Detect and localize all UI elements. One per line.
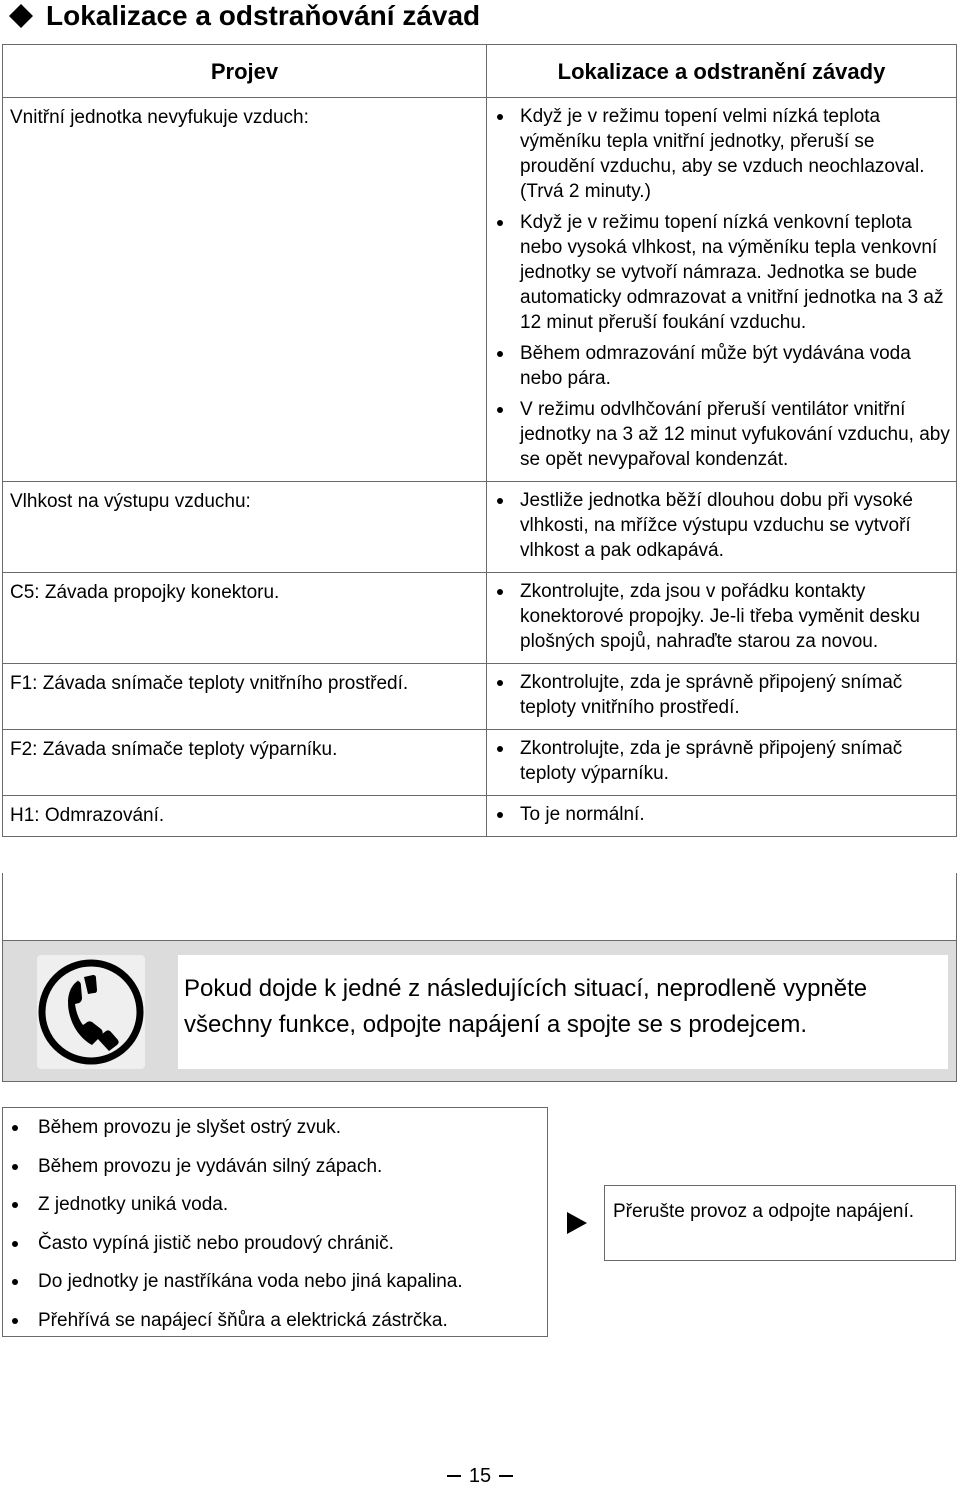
situation-item: Do jednotky je nastříkána voda nebo jiná kapalina. — [3, 1269, 547, 1308]
empty-spacer-box — [2, 873, 957, 940]
section-title: Lokalizace a odstraňování závad — [46, 0, 481, 31]
situation-item: Přehřívá se napájecí šňůra a elektrická zástrčka. — [3, 1308, 547, 1347]
remedy-cell — [487, 573, 957, 664]
dash-left — [447, 1475, 461, 1477]
troubleshooting-table — [2, 44, 957, 837]
phone-icon — [37, 955, 145, 1069]
remedy-bullet: Zkontrolujte, zda je správně připojený snímač teploty vnitřního prostředí. — [495, 670, 952, 720]
situation-item: Během provozu je vydáván silný zápach. — [3, 1154, 547, 1193]
page-number — [0, 1462, 960, 1490]
remedy-bullet: V režimu odvlhčování přeruší ventilátor vnitřní jednotky na 3 až 12 minut vyfukování vzduchu, aby se opět nevypařoval kondenzát. — [495, 397, 952, 472]
section-heading — [8, 0, 480, 32]
remedy-bullet: Když je v režimu topení nízká venkovní teplota nebo vysoká vlhkost, na výměníku tepla venkovní jednotky se vytvoří námraza. Jednotka se bude automaticky odmrazovat a vnitřní jednotka na 3 až 12 minut přeruší foukání vzduchu. — [495, 210, 952, 335]
remedy-column-header: Lokalizace a odstranění závady — [487, 45, 957, 98]
symptom-cell: Vnitřní jednotka nevyfukuje vzduch: — [3, 98, 487, 482]
situation-item: Často vypíná jistič nebo proudový chránič. — [3, 1231, 547, 1270]
situation-item: Z jednotky uniká voda. — [3, 1192, 547, 1231]
remedy-cell — [487, 796, 957, 837]
warning-text: Pokud dojde k jedné z následujících situací, neprodleně vypněte všechny funkce, odpojte napájení a spojte se s prodejcem. — [178, 955, 948, 1069]
arrow-right-icon — [567, 1212, 587, 1234]
table-row — [3, 730, 957, 796]
table-row — [3, 482, 957, 573]
remedy-cell — [487, 730, 957, 796]
table-header-row — [3, 45, 957, 98]
remedy-cell — [487, 482, 957, 573]
page-number-text: 15 — [468, 1464, 492, 1487]
remedy-bullet: Zkontrolujte, zda je správně připojený snímač teploty výparníku. — [495, 736, 952, 786]
symptom-cell: H1: Odmrazování. — [3, 796, 487, 837]
symptom-cell: C5: Závada propojky konektoru. — [3, 573, 487, 664]
remedy-bullet: To je normální. — [495, 802, 952, 827]
table-row — [3, 796, 957, 837]
diamond-bullet-icon — [8, 3, 34, 29]
symptom-cell: F1: Závada snímače teploty vnitřního prostředí. — [3, 664, 487, 730]
remedy-bullet: Zkontrolujte, zda jsou v pořádku kontakty konektorové propojky. Je-li třeba vyměnit desku plošných spojů, nahraďte starou za novou. — [495, 579, 952, 654]
table-row — [3, 573, 957, 664]
table-row — [3, 98, 957, 482]
remedy-bullet: Během odmrazování může být vydávána voda nebo pára. — [495, 341, 952, 391]
remedy-bullet: Jestliže jednotka běží dlouhou dobu při vysoké vlhkosti, na mřížce výstupu vzduchu se vytvoří vlhkost a pak odkapává. — [495, 488, 952, 563]
remedy-cell — [487, 98, 957, 482]
table-row — [3, 664, 957, 730]
situations-list-box — [2, 1107, 548, 1337]
symptom-cell: F2: Závada snímače teploty výparníku. — [3, 730, 487, 796]
remedy-bullet: Když je v režimu topení velmi nízká teplota výměníku tepla vnitřní jednotky, přeruší se proudění vzduchu, aby se vzduch neochlazoval. (Trvá 2 minuty.) — [495, 104, 952, 204]
symptom-column-header: Projev — [3, 45, 487, 98]
remedy-cell — [487, 664, 957, 730]
symptom-cell: Vlhkost na výstupu vzduchu: — [3, 482, 487, 573]
dash-right — [499, 1475, 513, 1477]
action-box: Přerušte provoz a odpojte napájení. — [604, 1185, 956, 1261]
warning-panel — [2, 940, 957, 1082]
situation-item: Během provozu je slyšet ostrý zvuk. — [3, 1115, 547, 1154]
